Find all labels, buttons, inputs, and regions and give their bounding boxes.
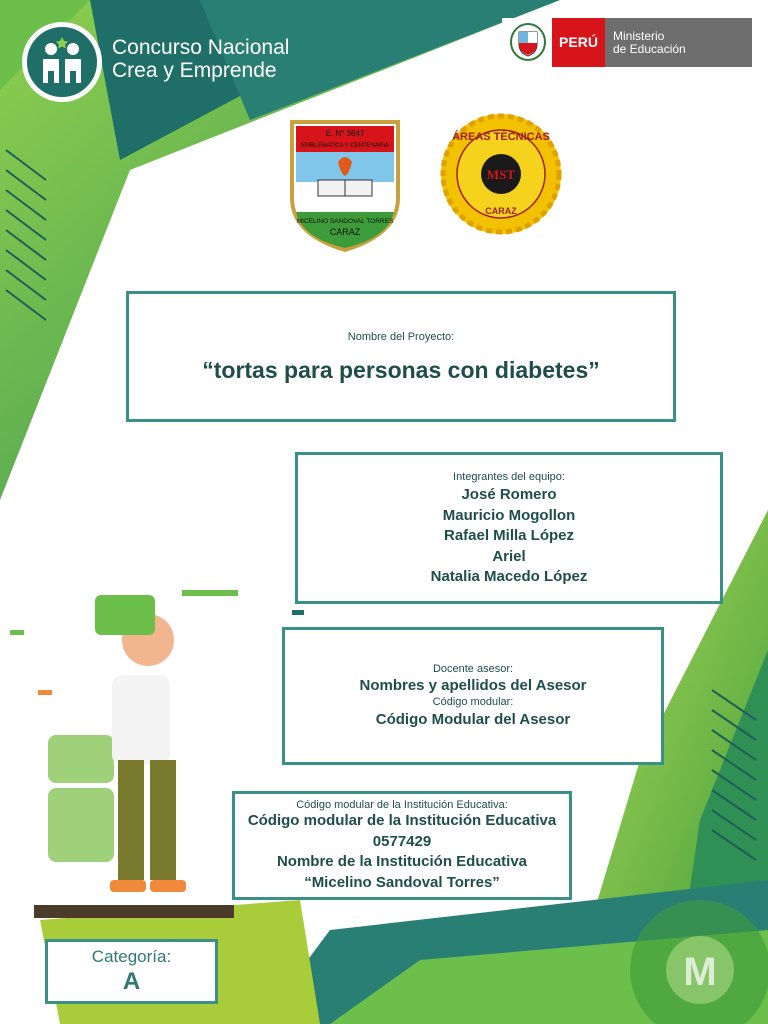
- institution-code-title: Código modular de la Institución Educativa: [247, 812, 557, 829]
- areas-city: CARAZ: [485, 206, 517, 216]
- areas-title: ÁREAS TÉCNICAS: [452, 131, 550, 143]
- advisor-code: Código Modular del Asesor: [375, 711, 571, 728]
- team-member: Rafael Milla López: [443, 527, 575, 544]
- team-members-label: Integrantes del equipo:: [453, 471, 565, 483]
- ministry-name-line2: de Educación: [613, 42, 686, 56]
- contest-title-line2: Crea y Emprende: [112, 59, 277, 82]
- project-name-box: [126, 291, 676, 422]
- institution-box: [232, 791, 572, 900]
- crest-school-name: MICELINO SANDOVAL TORRES: [296, 218, 394, 225]
- advisor-name: Nombres y apellidos del Asesor: [359, 677, 587, 694]
- advisor-label: Docente asesor:: [432, 663, 514, 675]
- children-logo-icon: [22, 22, 102, 102]
- peru-label: PERÚ: [552, 18, 605, 67]
- technical-areas-badge: [438, 112, 564, 236]
- ministry-name: [605, 18, 752, 67]
- areas-initials: MST: [486, 167, 516, 182]
- contest-title: [112, 36, 289, 82]
- svg-text:M: M: [683, 950, 717, 994]
- ministry-logo: [502, 18, 752, 67]
- project-name-label: Nombre del Proyecto:: [347, 331, 455, 343]
- team-members-box: [295, 452, 723, 604]
- contest-title-line1: Concurso Nacional: [112, 36, 290, 59]
- project-name: “tortas para personas con diabetes”: [202, 357, 600, 383]
- team-member: Natalia Macedo López: [430, 568, 588, 585]
- ministry-name-line1: Ministerio: [613, 29, 665, 43]
- institution-name-title: Nombre de la Institución Educativa: [276, 853, 528, 870]
- category-box: [45, 939, 218, 1004]
- category-label: Categoría:: [91, 947, 172, 966]
- school-crest-logo: [288, 120, 402, 252]
- crest-number: E. N° 3647: [325, 129, 365, 138]
- advisor-code-label: Código modular:: [432, 696, 514, 708]
- crest-city: CARAZ: [329, 227, 361, 237]
- category-value: A: [122, 968, 141, 995]
- crest-motto: EMBLEMATICA Y CENTENARIA: [300, 143, 390, 149]
- team-member: Mauricio Mogollon: [442, 506, 576, 524]
- contest-brand: [22, 22, 322, 102]
- institution-name: “Micelino Sandoval Torres”: [304, 873, 500, 891]
- peru-coat-of-arms-icon: [506, 22, 550, 63]
- team-member: Ariel: [492, 547, 526, 565]
- institution-label: Código modular de la Institución Educativa:: [296, 799, 508, 811]
- team-member: José Romero: [461, 486, 557, 503]
- institution-code: 0577429: [372, 832, 432, 850]
- advisor-box: [282, 627, 664, 765]
